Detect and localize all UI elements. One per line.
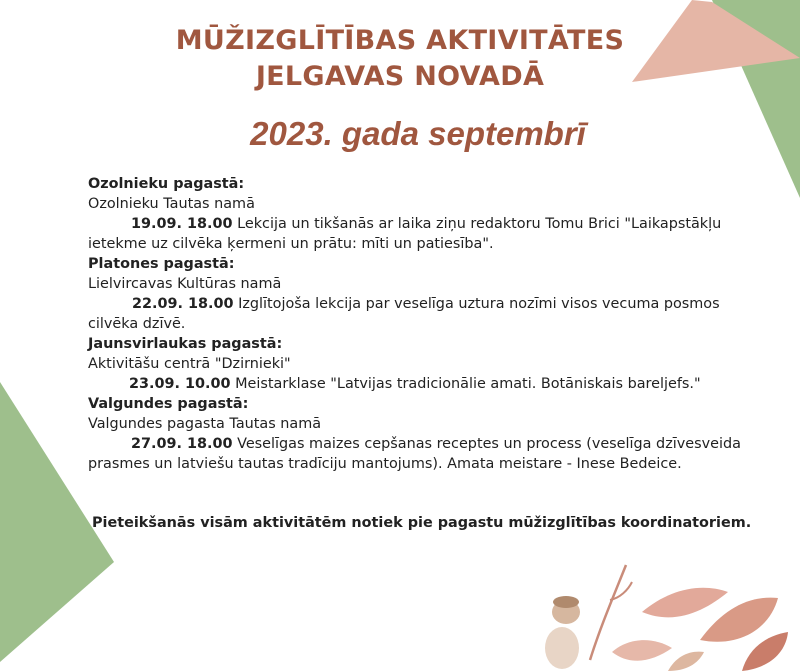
event-datetime: 19.09. 18.00 xyxy=(131,216,233,232)
registration-note: Pieteikšanās visām aktivitātēm notiek pie pagastu mūžizglītības koordinatoriem. xyxy=(92,515,752,531)
page-title-line-1: MŪŽIZGLĪTĪBAS AKTIVITĀTES xyxy=(175,25,625,56)
event-description-continued: ietekme uz cilvēka ķermeni un prātu: mīti un patiesība". xyxy=(88,236,494,252)
event-entry xyxy=(88,434,760,454)
event-description-continued: cilvēka dzīvē. xyxy=(88,316,186,332)
event-description: Izglītojoša lekcija par veselīga uztura nozīmi visos vecuma posmos xyxy=(238,296,720,312)
autumn-leaves-illustration xyxy=(545,565,788,671)
event-description: Lekcija un tikšanās ar laika ziņu redaktoru Tomu Brici "Laikapstākļu xyxy=(237,216,722,232)
event-description: Meistarklase "Latvijas tradicionālie amati. Botāniskais bareljefs." xyxy=(235,376,701,392)
venue-name: Valgundes pagasta Tautas namā xyxy=(88,416,322,432)
event-description-continued: prasmes un latviešu tautas tradīciju mantojums). Amata meistare - Inese Bedeice. xyxy=(88,456,682,472)
page-title-line-2: JELGAVAS NOVADĀ xyxy=(255,61,545,92)
parish-heading: Valgundes pagastā: xyxy=(88,396,249,412)
event-entry xyxy=(88,294,760,314)
event-entry xyxy=(88,374,760,394)
parish-heading: Ozolnieku pagastā: xyxy=(88,176,245,192)
event-datetime: 22.09. 18.00 xyxy=(132,296,234,312)
event-description: Veselīgas maizes cepšanas receptes un process (veselīga dzīvesveida xyxy=(237,436,741,452)
venue-name: Lielvircavas Kultūras namā xyxy=(88,276,282,292)
page-subtitle: 2023. gada septembrī xyxy=(250,115,586,152)
venue-name: Aktivitāšu centrā "Dzirnieki" xyxy=(88,356,291,372)
event-datetime: 27.09. 18.00 xyxy=(131,436,233,452)
parish-heading: Jaunsvirlaukas pagastā: xyxy=(88,336,283,352)
venue-name: Ozolnieku Tautas namā xyxy=(88,196,255,212)
event-datetime: 23.09. 10.00 xyxy=(129,376,231,392)
parish-heading: Platones pagastā: xyxy=(88,256,235,272)
event-entry xyxy=(88,214,760,234)
event-list xyxy=(88,174,760,474)
